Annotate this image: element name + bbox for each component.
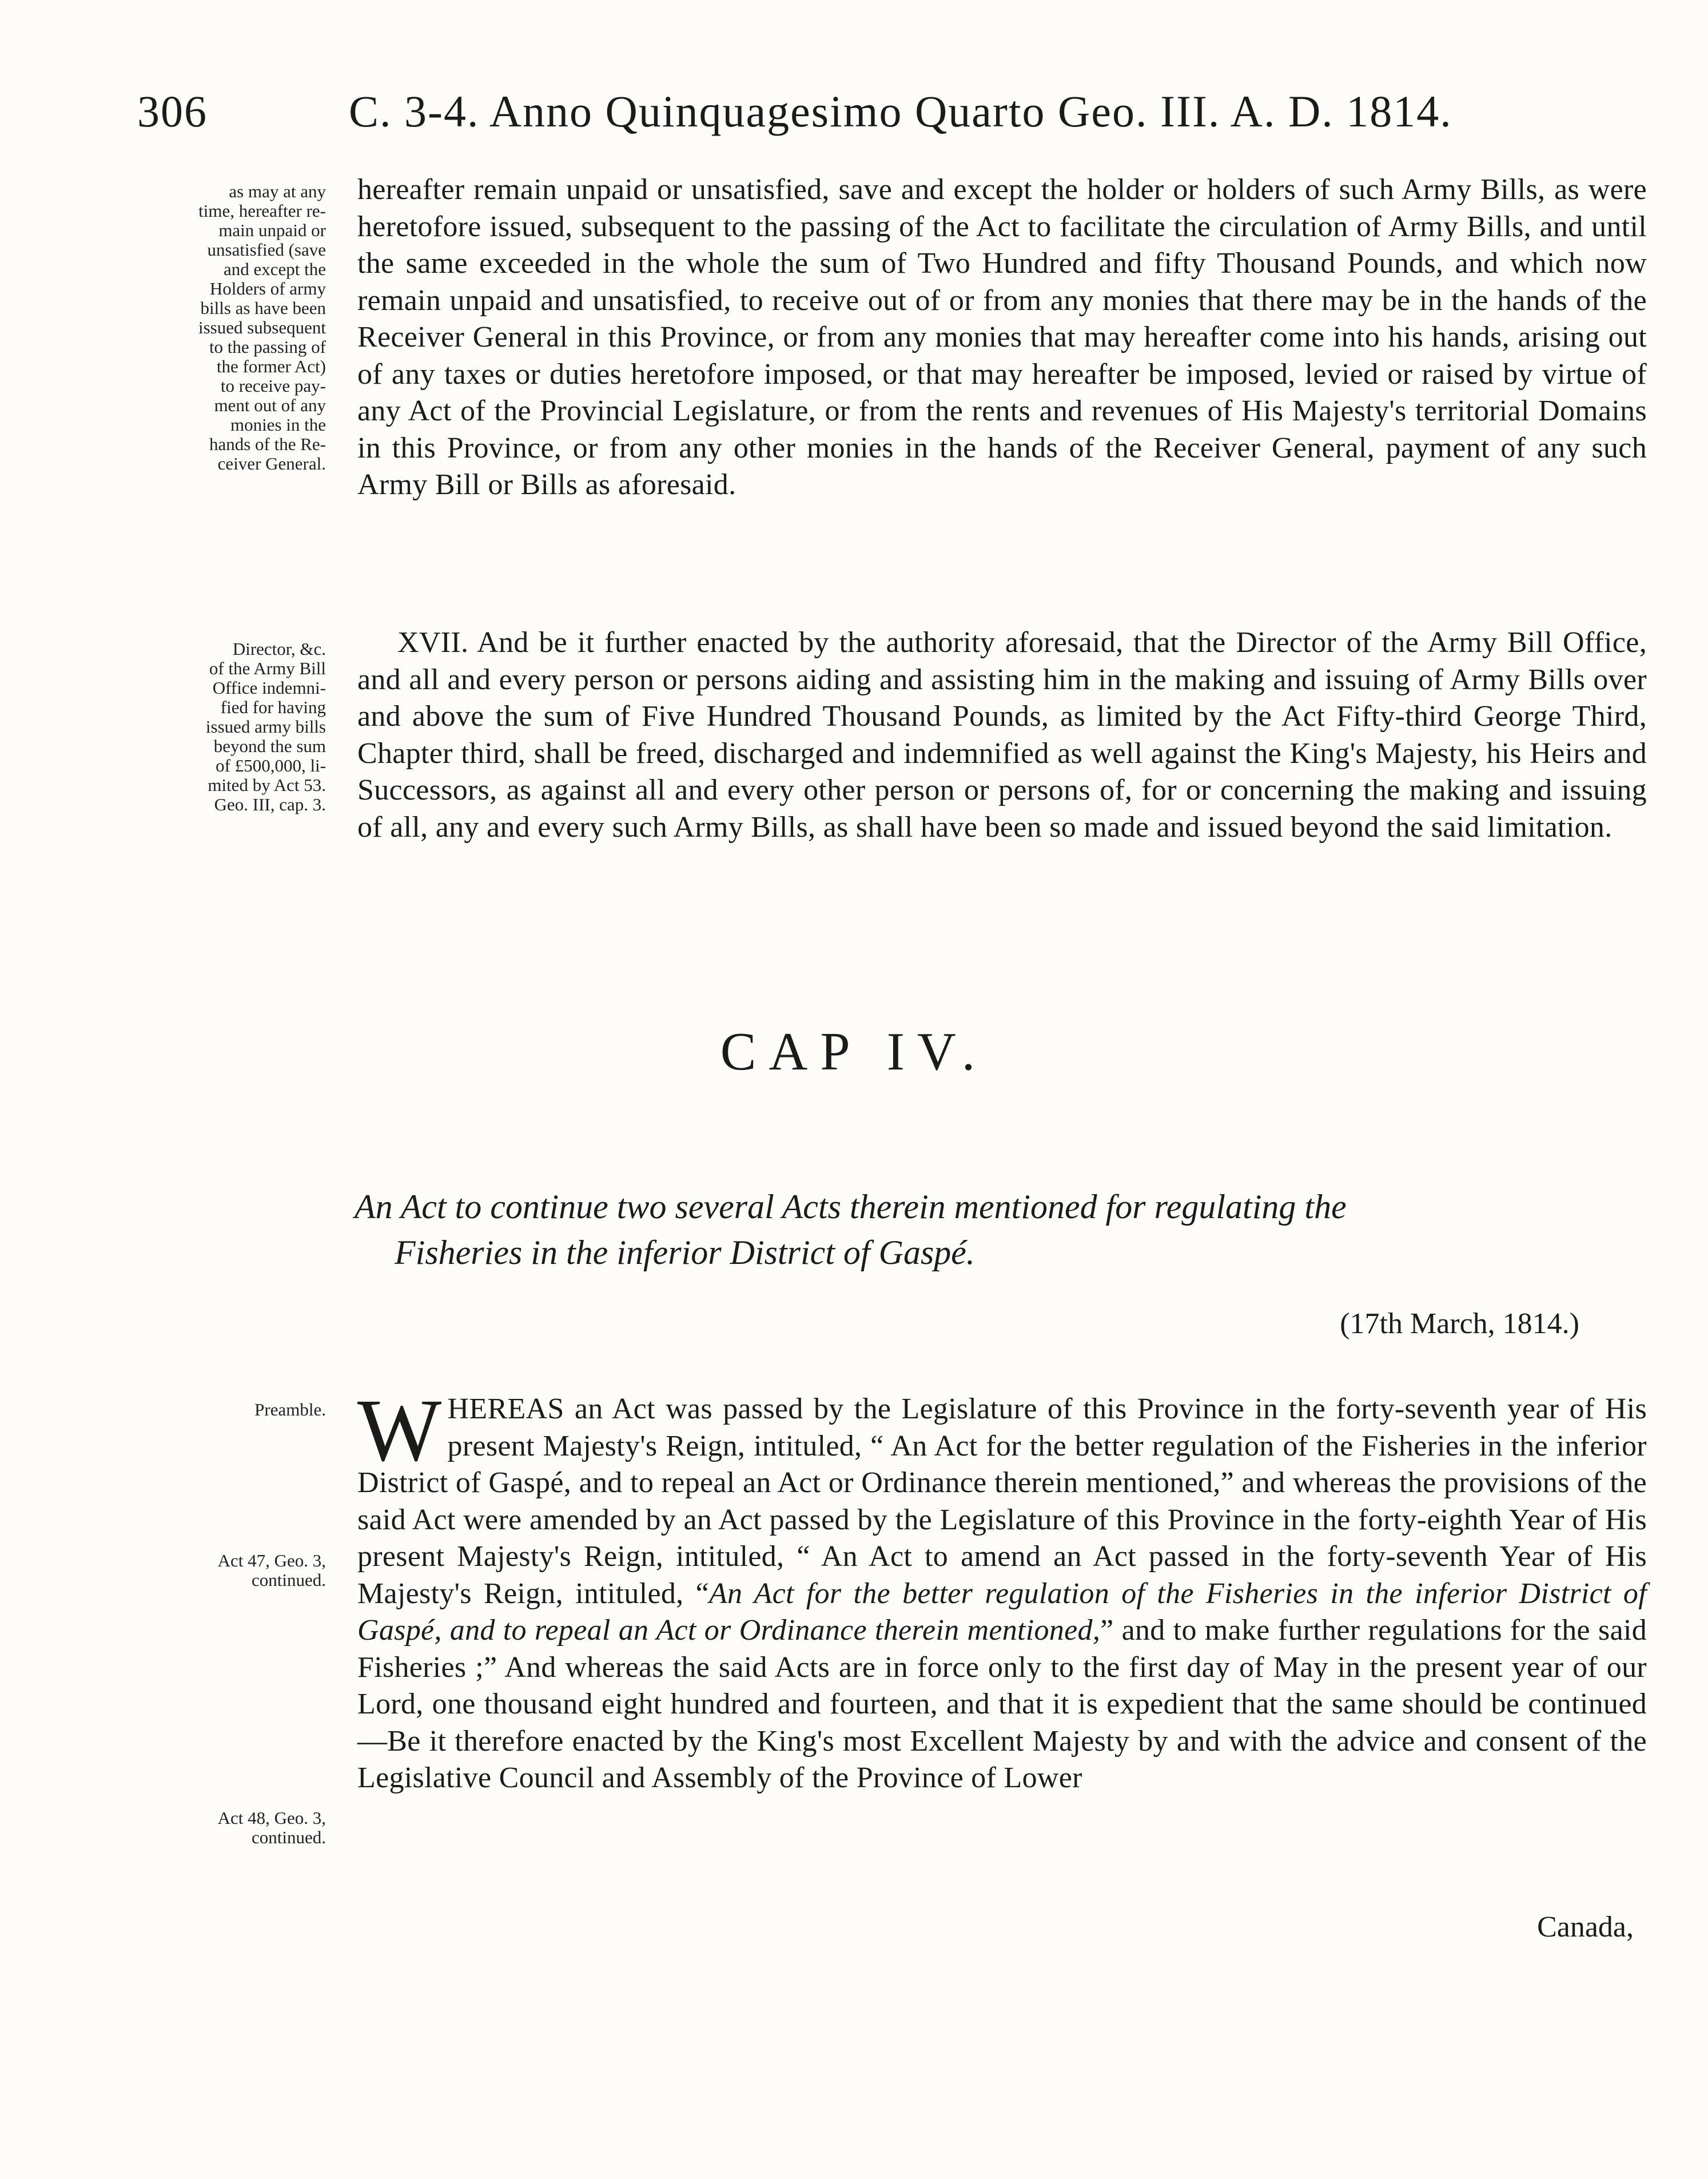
chapter-heading: CAP IV. [720,1022,988,1081]
margin-note-act-48: Act 48, Geo. 3, continued. [217,1808,326,1847]
preamble-text-1: HEREAS an Act was passed by the Legislature of this Province in the forty-seventh year of His present Majesty's Reign, intituled, “ An Act for the better regulation of the Fisheries in the inferior District of Gaspé, and to repeal an Act or Ordinance therein mentioned,” and whereas the provisions of the said Act were amended by an Act passed by the Legislature of this Province in the forty-eighth Year of His present Majesty's Reign, intituled, “ An Act to amend an Act passed in the forty-seventh Year of His Majesty's Reign, intituled, “ [357,1393,1647,1610]
preamble-text-2: ” and to make further regulations for the said Fisheries ;” And whereas the said Acts are in force only to the first day of May in the present year of our Lord, one thousand eight hundred and fourteen, and that it is expedient that the same should be continued—Be it therefore enacted by the King's most Excellent Majesty by and with the advice and consent of the Legislative Council and Assembly of the Province of Lower [357,1614,1647,1794]
margin-note-receiver-general: as may at any time, hereafter re- main unpaid or unsatisfied (save and except the Holders of army bills as have been issued subsequent to the passing of the former Act) to receive pay- ment out of any monies in the hands of the Re- ceiver General. [198,181,326,474]
drop-cap: W [357,1381,442,1480]
catchword: Canada, [1537,1911,1634,1943]
margin-note-preamble: Preamble. [254,1399,326,1419]
act-date: (17th March, 1814.) [1340,1307,1579,1340]
margin-note-act-47: Act 47, Geo. 3, continued. [217,1550,326,1590]
preamble-paragraph [357,1381,1647,1797]
act-title [355,1184,1647,1275]
margin-note-director-indemnified: Director, &c. of the Army Bill Office indemni- fied for having issued army bills beyond the sum of £500,000, li- mited by Act 53. Geo. III, cap. 3. [205,639,326,814]
running-title: C. 3-4. Anno Quinquagesimo Quarto Geo. III. A. D. 1814. [349,86,1452,136]
section-xvii-paragraph: XVII. And be it further enacted by the authority aforesaid, that the Director of the Army Bill Office, and all and every person or persons aiding and assisting him in the making and issuing of Army Bills over and above the sum of Five Hundred Thousand Pounds, as limited by the Act Fifty-third George Third, Chapter third, shall be freed, discharged and indemnified as well against the King's Majesty, his Heirs and Successors, as against all and every other person or persons of, for or concerning the making and issuing of all, any and every such Army Bills, as shall have been so made and issued beyond the said limitation. [357,626,1647,844]
page-header [137,86,1635,149]
act-title-line-1: An Act to continue two several Acts therein mentioned for regulating the [355,1188,1347,1226]
page-number: 306 [137,86,208,136]
section-paragraph-army-bills: hereafter remain unpaid or unsatisfied, save and except the holder or holders of such Army Bills, as were heretofore issued, subsequent to the passing of the Act to facilitate the circulation of Army Bills, and until the same exceeded in the whole the sum of Two Hundred and fifty Thousand Pounds, and which now remain unpaid and unsatisfied, to receive out of or from any monies that there may be in the hands of the Receiver General in this Province, or from any monies that may hereafter come into his hands, arising out of any taxes or duties heretofore imposed, or that may hereafter be imposed, levied or raised by virtue of any Act of the Provincial Legislature, or from the rents and revenues of His Majesty's territorial Domains in this Province, or from any other monies in the hands of the Receiver General, payment of any such Army Bill or Bills as aforesaid. [357,173,1647,501]
act-title-line-2: Fisheries in the inferior District of Gaspé. [395,1234,975,1271]
preamble-italic-title: An Act for the better regulation of the Fisheries in the inferior District of Gaspé, and to repeal an Act or Ordinance therein mentioned, [357,1577,1647,1647]
